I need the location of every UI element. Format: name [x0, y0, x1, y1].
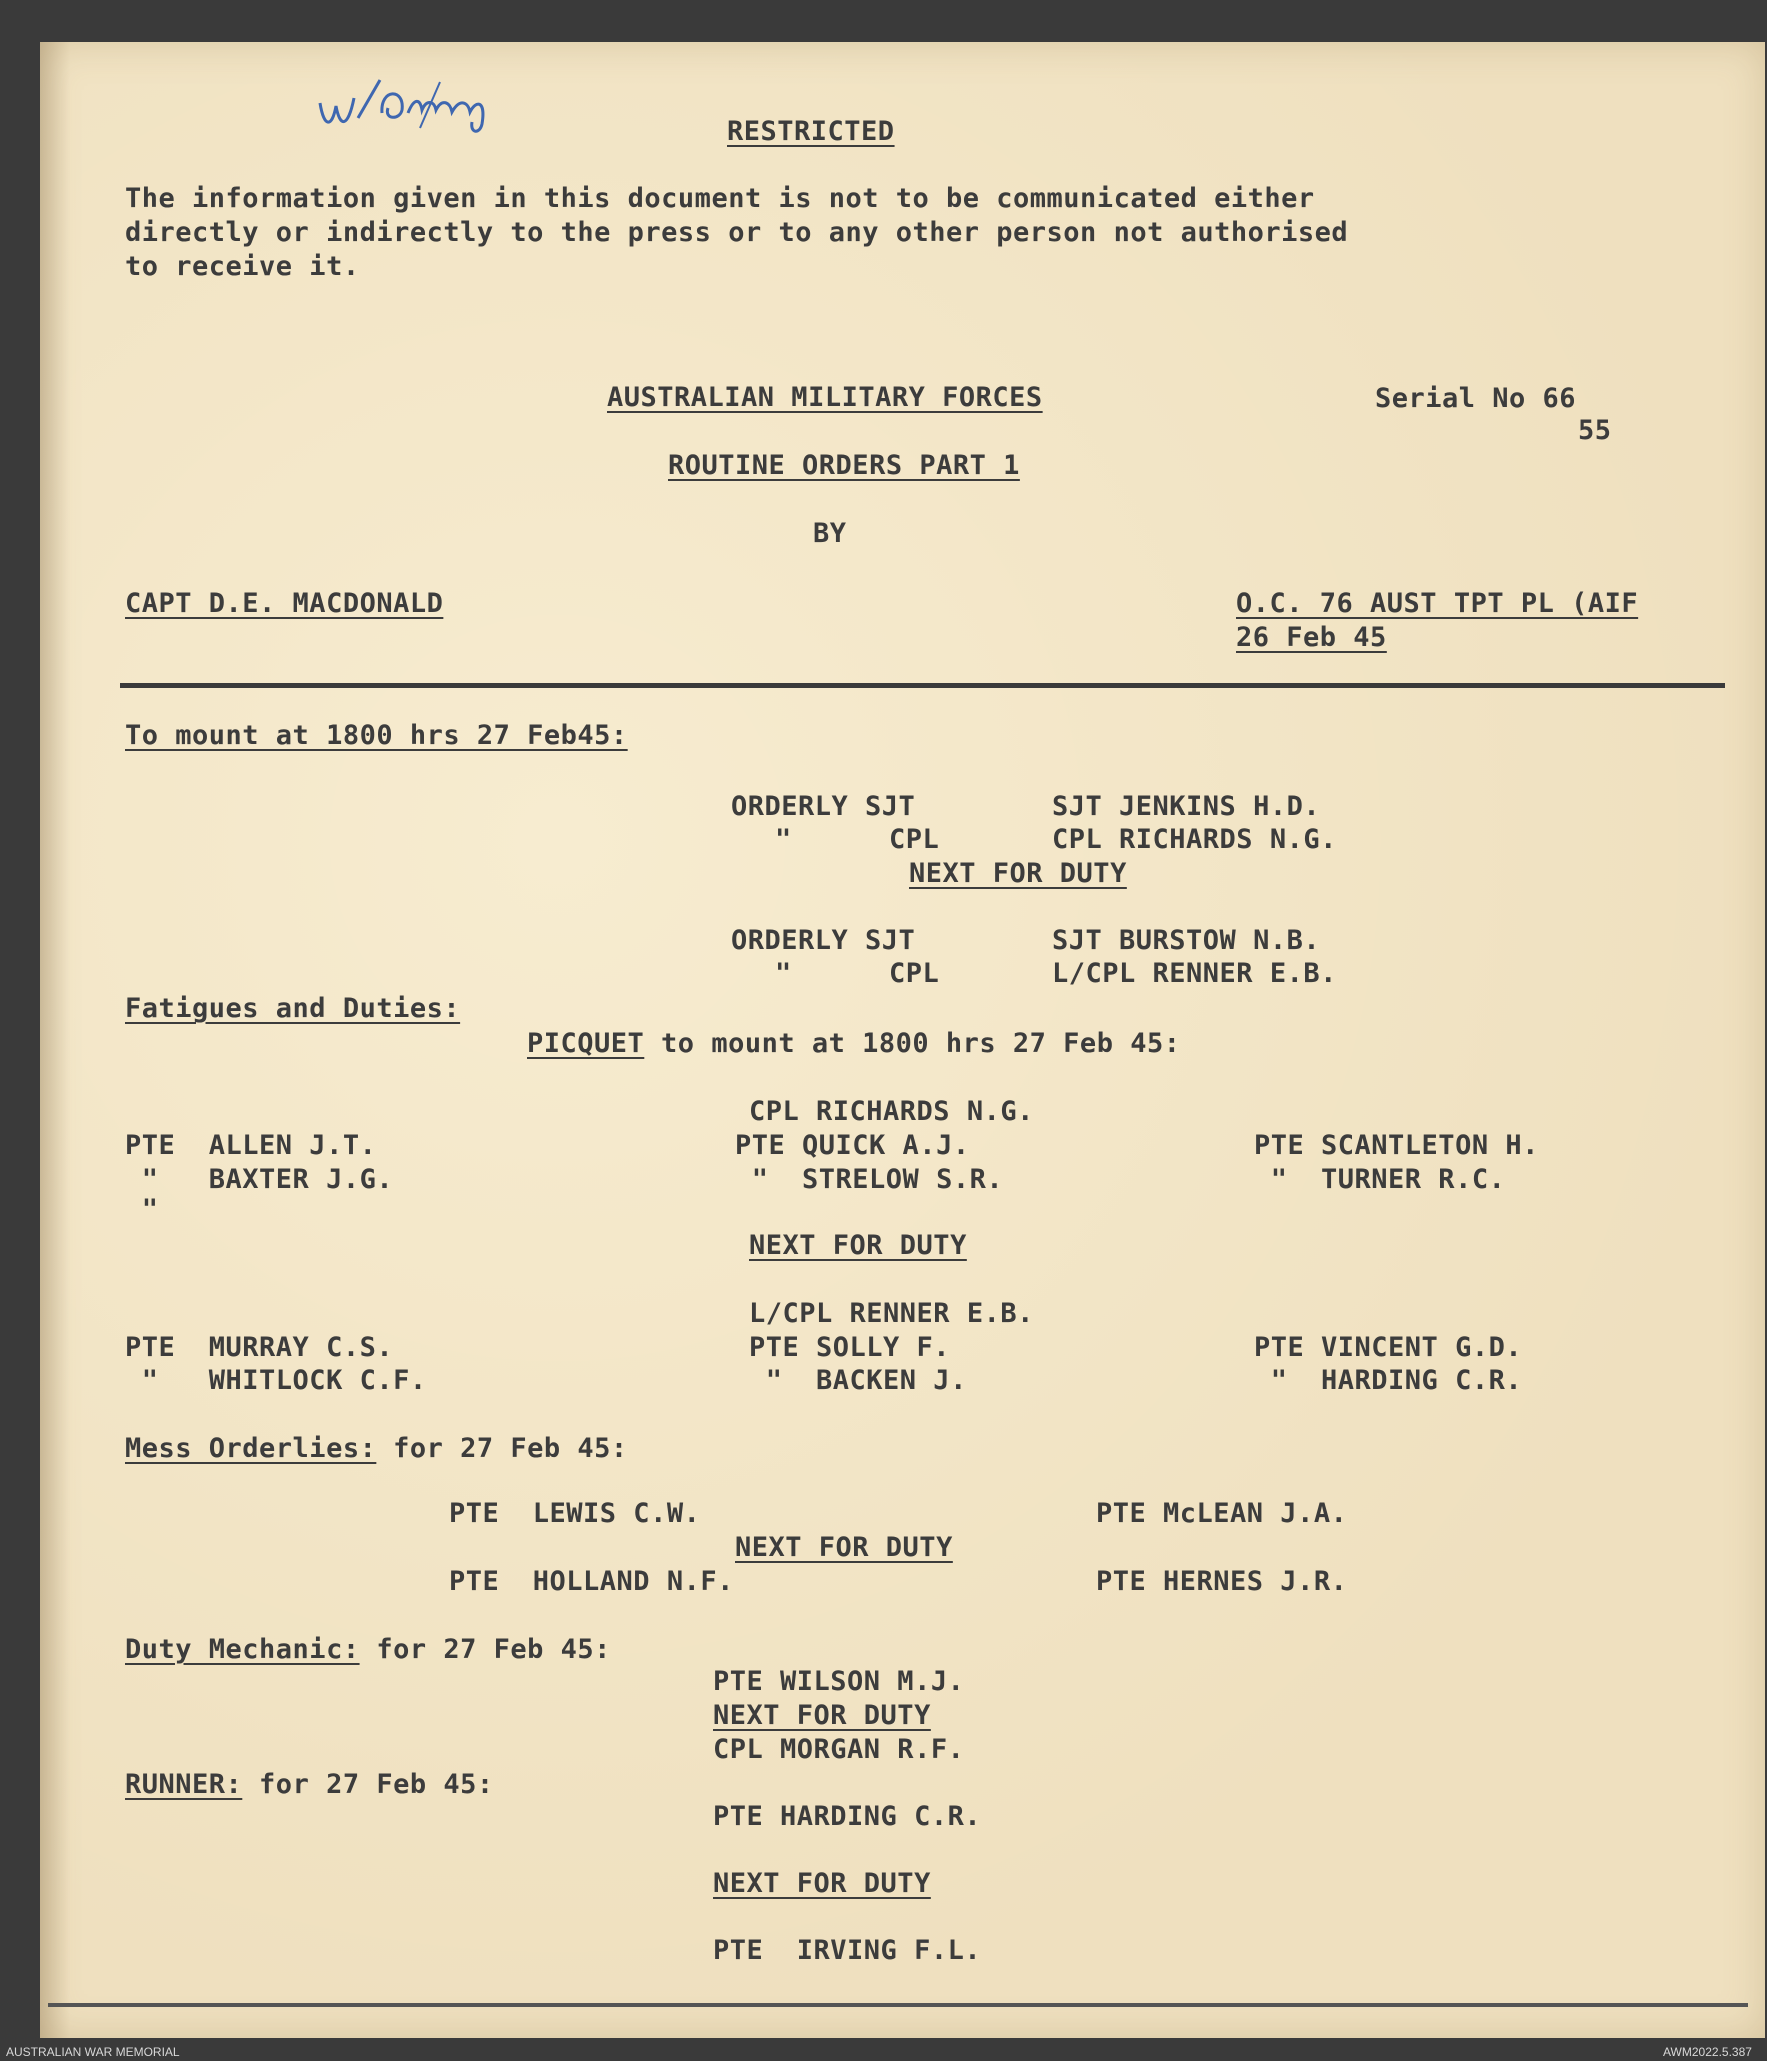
picquet-left-1: PTE ALLEN J.T. [125, 1130, 377, 1161]
notice-line-2: directly or indirectly to the press or to any other person not authorised [125, 217, 1349, 248]
orderly-cpl-role: CPL [889, 824, 940, 855]
ditto-mark: " [775, 958, 792, 989]
next-for-duty-heading: NEXT FOR DUTY [749, 1230, 967, 1261]
serial-second: 55 [1578, 415, 1612, 446]
unit-name: O.C. 76 AUST TPT PL (AIF [1236, 588, 1639, 619]
picquet-right-2: " TURNER R.C. [1254, 1164, 1506, 1195]
footer-accession-number: AWM2022.5.387 [1663, 2045, 1752, 2059]
picquet-line [527, 1030, 1180, 1057]
runner-name-1: PTE HARDING C.R. [713, 1801, 982, 1832]
orders-title: ROUTINE ORDERS PART 1 [668, 450, 1020, 481]
picquet-right-1: PTE SCANTLETON H. [1254, 1130, 1539, 1161]
picquet-next-right-2: " HARDING C.R. [1254, 1365, 1523, 1396]
serial-number: Serial No 66 [1375, 383, 1577, 414]
restricted-heading: RESTRICTED [727, 116, 895, 147]
mechanic-heading: Duty Mechanic: [125, 1634, 360, 1665]
picquet-nco: CPL RICHARDS N.G. [749, 1096, 1034, 1127]
notice-line-3: to receive it. [125, 251, 360, 282]
footer-source: AUSTRALIAN WAR MEMORIAL [6, 2045, 180, 2059]
forces-title: AUSTRALIAN MILITARY FORCES [607, 382, 1043, 413]
orderly-sjt-next-name: SJT BURSTOW N.B. [1052, 925, 1321, 956]
picquet-next-center-2: " BACKEN J. [749, 1365, 967, 1396]
mechanic-name-2: CPL MORGAN R.F. [713, 1734, 965, 1765]
orderly-sjt-name: SJT JENKINS H.D. [1052, 791, 1321, 822]
orderly-sjt-next-role: ORDERLY SJT [731, 925, 916, 956]
notice-line-1: The information given in this document is not to be communicated either [125, 183, 1315, 214]
mechanic-heading-line [125, 1636, 611, 1663]
mess-heading-detail: for 27 Feb 45: [376, 1433, 628, 1464]
next-for-duty-heading: NEXT FOR DUTY [909, 858, 1127, 889]
orderly-sjt-role: ORDERLY SJT [731, 791, 916, 822]
mess-left-1: PTE LEWIS C.W. [449, 1498, 701, 1529]
mess-right-1: PTE McLEAN J.A. [1096, 1498, 1348, 1529]
runner-heading: RUNNER: [125, 1769, 243, 1800]
picquet-next-center-1: PTE SOLLY F. [749, 1332, 951, 1363]
picquet-left-2: " BAXTER J.G. [125, 1164, 394, 1195]
runner-heading-detail: for 27 Feb 45: [242, 1769, 494, 1800]
mess-heading-line [125, 1435, 628, 1462]
next-for-duty-heading: NEXT FOR DUTY [735, 1532, 953, 1563]
mess-left-2: PTE HOLLAND N.F. [449, 1566, 734, 1597]
order-date: 26 Feb 45 [1236, 622, 1387, 653]
picquet-next-left-2: " WHITLOCK C.F. [125, 1365, 427, 1396]
picquet-label: PICQUET [527, 1028, 645, 1059]
handwritten-signature [310, 58, 510, 138]
runner-name-2: PTE IRVING F.L. [713, 1935, 982, 1966]
ditto-mark: " [775, 824, 792, 855]
orderly-cpl-next-role: CPL [889, 958, 940, 989]
picquet-center-2: " STRELOW S.R. [735, 1164, 1004, 1195]
next-for-duty-heading: NEXT FOR DUTY [713, 1868, 931, 1899]
orderly-cpl-next-name: L/CPL RENNER E.B. [1052, 958, 1337, 989]
picquet-center-1: PTE QUICK A.J. [735, 1130, 970, 1161]
picquet-left-3: " [125, 1194, 159, 1225]
commanding-officer: CAPT D.E. MACDONALD [125, 588, 444, 619]
picquet-next-right-1: PTE VINCENT G.D. [1254, 1332, 1523, 1363]
mechanic-heading-detail: for 27 Feb 45: [359, 1634, 611, 1665]
next-for-duty-heading: NEXT FOR DUTY [713, 1700, 931, 1731]
mechanic-name-1: PTE WILSON M.J. [713, 1666, 965, 1697]
runner-heading-line [125, 1771, 494, 1798]
mess-right-2: PTE HERNES J.R. [1096, 1566, 1348, 1597]
bottom-rule [48, 2003, 1748, 2007]
picquet-next-left-1: PTE MURRAY C.S. [125, 1332, 394, 1363]
mess-heading: Mess Orderlies: [125, 1433, 377, 1464]
mount-heading: To mount at 1800 hrs 27 Feb45: [125, 720, 628, 751]
fatigues-heading: Fatigues and Duties: [125, 993, 461, 1024]
picquet-detail: to mount at 1800 hrs 27 Feb 45: [644, 1028, 1181, 1059]
orderly-cpl-name: CPL RICHARDS N.G. [1052, 824, 1337, 855]
picquet-next-nco: L/CPL RENNER E.B. [749, 1298, 1034, 1329]
by-label: BY [813, 518, 847, 549]
divider-rule [120, 683, 1725, 688]
